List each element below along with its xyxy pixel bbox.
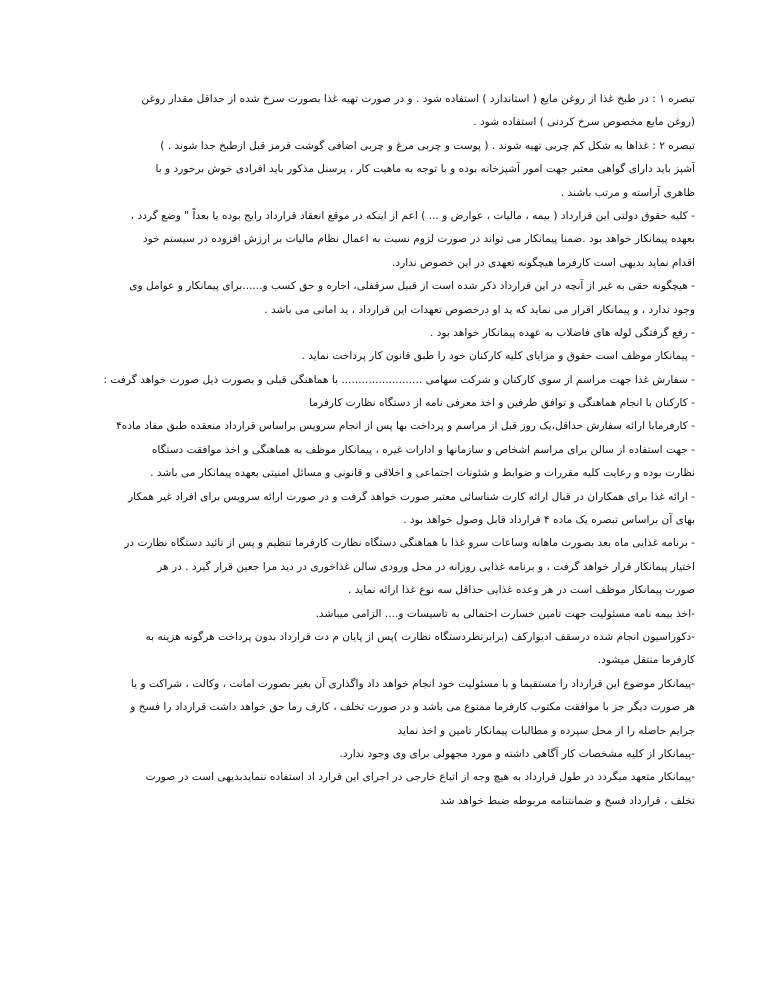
document-line: کارفرما منتقل میشود. bbox=[597, 654, 695, 667]
document-line: تخلف ، قرارداد فسخ و ضمانتنامه مربوطه ضبط خواهد شد bbox=[440, 794, 695, 807]
document-line: -اخذ بیمه نامه مسئولیت جهت تامین خسارت احتمالی به تاسیسات و.... الزامی میباشد. bbox=[315, 607, 695, 620]
document-line: اقدام نماید بدیهی است کارفرما هیچگونه تعهدی در این خصوص ندارد. bbox=[392, 256, 695, 269]
document-line: تبصره ۲ : غذاها به شکل کم چربی تهیه شوند . ( پوست و چربی مرغ و چربی اضافی گوشت قرمز قبل ازطبخ جدا شوند . ) bbox=[160, 139, 695, 152]
document-line: - کارفرمابا ارائه سفارش حداقل،یک روز قبل از مراسم و پرداخت بها پس از انجام سرویس براساس قرارداد منعقده طبق مفاد ماده۴ bbox=[116, 420, 695, 433]
document-line: - کارکنان با انجام هماهنگی و توافق طرفین و اخذ معرفی نامه از دستگاه نظارت کارفرما bbox=[309, 397, 695, 410]
document-line: - پیمانکار موظف است حقوق و مزایای کلیه کارکنان خود را طبق قانون کار پرداخت نماید . bbox=[301, 350, 695, 363]
document-line: -پیمانکار از کلیه مشخصات کار آگاهی داشته و مورد مجهولی برای وی وجود ندارد. bbox=[339, 747, 695, 760]
document-line: -پیمانکار متعهد میگردد در طول قرارداد به هیچ وجه از اتباع خارجی در اجرای این قرارد اد استفاده ننمایدبدیهی است در صورت bbox=[145, 771, 695, 784]
document-body bbox=[96, 88, 695, 813]
document-line: آشپز باید دارای گواهی معتبر جهت امور آشپزخانه بوده و با توجه به ماهیت کار ، پرسنل مذکور باید افرادی خوش برخورد و با bbox=[155, 163, 695, 176]
document-line: بهای آن براساس تبصره یک ماده ۴ قرارداد قابل وصول خواهد بود . bbox=[403, 514, 695, 527]
document-line: وجود ندارد ، و پیمانکار اقرار می نماید که ید او درخصوص تعهدات این قرارداد ، ید امانی می باشد . bbox=[264, 303, 695, 316]
document-line: جرایم حاصله را از محل سپرده و مطالبات پیمانکار تامین و اخذ نماید bbox=[397, 724, 695, 737]
document-line: -پیمانکار موضوع این قرارداد را مستقیما و با مسئولیت خود انجام خواهد داد واگذاری آن بغیر بصورت امانت ، وکالت ، شراکت و یا bbox=[130, 677, 695, 690]
document-line: - هیچگونه حقی به غیر از آنچه در این قرارداد ذکر شده است از قبیل سرقفلی، اجاره و حق کسب و......برای پیمانکار و عوامل وی bbox=[129, 280, 695, 293]
document-line: بعهده پیمانکار خواهد بود .ضمنا پیمانکار می تواند در صورت لزوم نسبت به اعمال نظام مالیات بر ارزش افزوده در سیستم خود bbox=[142, 233, 695, 246]
document-line: - سفارش غذا جهت مراسم از سوی کارکنان و شرکت سهامی ........................ با هماهنگی قبلی و بصورت ذیل صورت خواهد گرفت : bbox=[103, 373, 695, 386]
document-line: اختیار پیمانکار قرار خواهد گرفت ، و برنامه غذایی روزانه در محل ورودی سالن غذاخوری در دید مرا جعین قرار گیرد . در هر bbox=[157, 560, 695, 573]
document-line: تبصره ۱ : در طبخ غذا از روغن مایع ( استاندارد ) استفاده شود . و در صورت تهیه غذا بصورت سرخ شده از حداقل مقدار روغن bbox=[141, 93, 695, 105]
document-line: - جهت استفاده از سالن برای مراسم اشخاص و سازمانها و ادارات غیره ، پیمانکار موظف به هماهنگی و اخذ موافقت دستگاه bbox=[151, 443, 695, 456]
document-line: نظارت بوده و رعایت کلیه مقررات و ضوابط و شئونات اجتماعی و اخلاقی و قانونی و مسائل امنیتی بعهده پیمانکار می باشد . bbox=[150, 467, 695, 480]
document-line: - رفع گرفتگی لوله های فاضلاب به عهده پیمانکار خواهد بود . bbox=[429, 326, 695, 339]
document-line: هر صورت دیگر جز با موافقت مکتوب کارفرما ممنوع می باشد و در صورت تخلف ، کارف رما حق خواهد داشت قرارداد را فسخ و bbox=[130, 701, 695, 714]
document-line: - کلیه حقوق دولتی این قرارداد ( بیمه ، مالیات ، عوارض و ... ) اعم از اینکه در موقع انعقاد قرارداد رایج بوده یا بعداً " وضع گردد ، bbox=[130, 209, 695, 222]
document-line: صورت پیمانکار موظف است در هر وعده غذایی حداقل سه نوع غذا ارائه نماید . bbox=[347, 584, 695, 597]
document-line: (روغن مایع مخصوص سرخ کردنی ) استفاده شود . bbox=[473, 116, 695, 129]
document-line: ظاهری آراسته و مرتب باشند . bbox=[560, 186, 695, 199]
document-line: - برنامه غذایی ماه بعد بصورت ماهانه وساعات سرو غذا با هماهنگی دستگاه نظارت کارفرما تنظیم و پس از تائید دستگاه نظارت در bbox=[124, 537, 695, 550]
document-line: - ارائه غذا برای همکاران در قبال ارائه کارت شناسائی معتبر صورت خواهد گرفت و در صورت ارائه سرویس برای افراد غیر همکار bbox=[128, 490, 695, 503]
document-line: -دکوراسیون انجام شده درسقف ادیوارکف (برابرنظردستگاه نظارت )پس از پایان م دت قرارداد بدون پرداخت هرگونه هزینه به bbox=[145, 630, 695, 643]
